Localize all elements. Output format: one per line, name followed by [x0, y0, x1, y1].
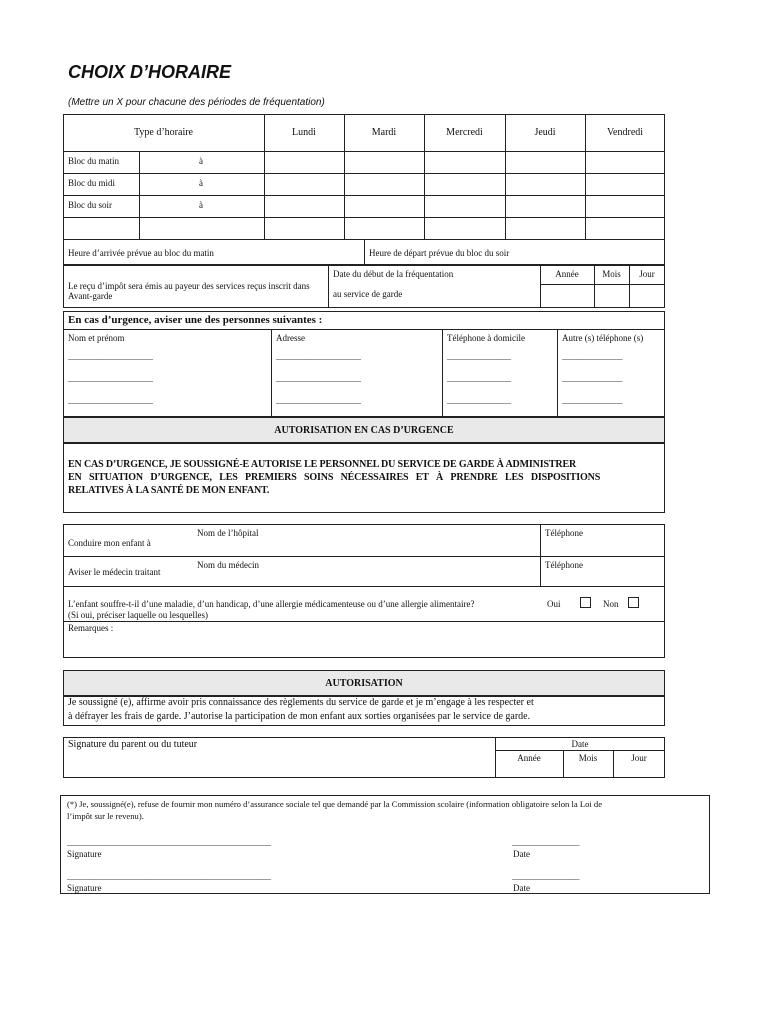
yes-checkbox[interactable]: [580, 597, 591, 608]
contact-2-other[interactable]: _________________: [562, 373, 622, 383]
emergency-auth-heading: AUTORISATION EN CAS D’URGENCE: [274, 425, 454, 436]
header-friday: Vendredi: [606, 127, 644, 138]
signature-month-label: Mois: [578, 753, 598, 763]
start-date-label-2: au service de garde: [333, 289, 403, 299]
contact-1-name[interactable]: ________________________: [68, 351, 152, 361]
sin-date-line-1[interactable]: ___________________: [512, 837, 579, 847]
sin-date-label-1: Date: [513, 849, 530, 859]
sin-line-2: l’impôt sur le revenu).: [67, 811, 144, 821]
arrival-label: Heure d’arrivée prévue au bloc du matin: [68, 248, 214, 258]
signature-label: Signature du parent ou du tuteur: [68, 739, 198, 750]
page-subtitle: (Mettre un X pour chacune des périodes de fréquentation): [68, 97, 325, 108]
hospital-name-label: Nom de l’hôpital: [197, 528, 259, 538]
specify-label: (Si oui, préciser laquelle ou lesquelles): [68, 610, 208, 620]
authorization-line-2: à défrayer les frais de garde. J’autorise la participation de mon enfant aux sorties organisées par le service de garde.: [68, 711, 531, 722]
sin-date-label-2: Date: [513, 883, 530, 893]
doctor-phone-label: Téléphone: [545, 560, 583, 570]
contact-3-other[interactable]: _________________: [562, 395, 622, 405]
medical-box: [63, 524, 665, 658]
header-tuesday: Mardi: [371, 127, 397, 138]
sin-signature-label-2: Signature: [67, 883, 102, 893]
row-evening: Bloc du soir: [68, 200, 112, 210]
sin-signature-label-1: Signature: [67, 849, 102, 859]
no-label: Non: [603, 599, 619, 609]
contact-3-name[interactable]: ________________________: [68, 395, 152, 405]
departure-label: Heure de départ prévue du bloc du soir: [369, 248, 510, 258]
contact-1-home[interactable]: __________________: [447, 351, 510, 361]
signature-day-label: Jour: [631, 753, 647, 763]
doctor-name-label: Nom du médecin: [197, 560, 259, 570]
authorization-line-1: Je soussigné (e), affirme avoir pris connaissance des règlements du service de garde et je m’engage à les respecter et: [68, 697, 534, 708]
emergency-auth-line-1: EN CAS D’URGENCE, JE SOUSSIGNÉ-E AUTORISE LE PERSONNEL DU SERVICE DE GARDE À ADMINISTRER: [68, 459, 577, 470]
sin-date-line-2[interactable]: ___________________: [512, 871, 579, 881]
sin-signature-line-2[interactable]: __________________________________________________________: [67, 871, 270, 881]
yes-label: Oui: [547, 599, 561, 609]
emergency-auth-line-3: RELATIVES À LA SANTÉ DE MON ENFANT.: [68, 485, 270, 496]
start-year-label: Année: [555, 269, 579, 279]
contact-2-name[interactable]: ________________________: [68, 373, 152, 383]
row-evening-sep: à: [199, 200, 203, 210]
col-home-phone: Téléphone à domicile: [447, 333, 525, 343]
col-name: Nom et prénom: [68, 333, 125, 343]
drive-child-label: Conduire mon enfant à: [68, 538, 151, 548]
receipt-text-1: Le reçu d’impôt sera émis au payeur des services reçus inscrit dans Avant-garde: [68, 281, 310, 302]
col-other-phone: Autre (s) téléphone (s): [562, 333, 644, 343]
sin-line-1: (*) Je, soussigné(e), refuse de fournir mon numéro d’assurance sociale tel que demandé par la Commission scolaire (information obligatoire selon la Loi de: [67, 799, 603, 809]
contact-2-address[interactable]: ________________________: [276, 373, 360, 383]
start-day-label: Jour: [639, 269, 655, 279]
signature-year-label: Année: [517, 753, 541, 763]
authorization-heading: AUTORISATION: [325, 678, 403, 689]
row-noon-sep: à: [199, 178, 203, 188]
emergency-heading: En cas d’urgence, aviser une des personnes suivantes :: [68, 314, 323, 326]
header-thursday: Jeudi: [534, 127, 556, 138]
col-address: Adresse: [276, 333, 305, 343]
row-noon: Bloc du midi: [68, 178, 115, 188]
header-monday: Lundi: [292, 127, 316, 138]
notify-doctor-label: Aviser le médecin traitant: [68, 567, 161, 577]
start-month-label: Mois: [602, 269, 621, 279]
allergy-question: L’enfant souffre-t-il d’une maladie, d’un handicap, d’une allergie médicamenteuse ou d’une allergie alimentaire?: [68, 599, 475, 609]
row-morning: Bloc du matin: [68, 156, 119, 166]
remarks-label: Remarques :: [68, 623, 114, 633]
row-morning-sep: à: [199, 156, 203, 166]
contact-1-other[interactable]: _________________: [562, 351, 622, 361]
no-checkbox[interactable]: [628, 597, 639, 608]
start-date-label: Date du début de la fréquentation: [333, 269, 454, 279]
page-title: CHOIX D’HORAIRE: [68, 62, 232, 82]
emergency-auth-line-2: EN SITUATION D’URGENCE, LES PREMIERS SOINS NÉCESSAIRES ET À PRENDRE LES DISPOSITIONS: [68, 472, 601, 483]
signature-date-label: Date: [571, 739, 589, 749]
contact-1-address[interactable]: ________________________: [276, 351, 360, 361]
header-wednesday: Mercredi: [446, 127, 483, 138]
sin-signature-line-1[interactable]: __________________________________________________________: [67, 837, 270, 847]
contact-2-home[interactable]: __________________: [447, 373, 510, 383]
contact-3-home[interactable]: __________________: [447, 395, 510, 405]
header-type: Type d’horaire: [134, 127, 193, 138]
hospital-phone-label: Téléphone: [545, 528, 583, 538]
contact-3-address[interactable]: ________________________: [276, 395, 360, 405]
